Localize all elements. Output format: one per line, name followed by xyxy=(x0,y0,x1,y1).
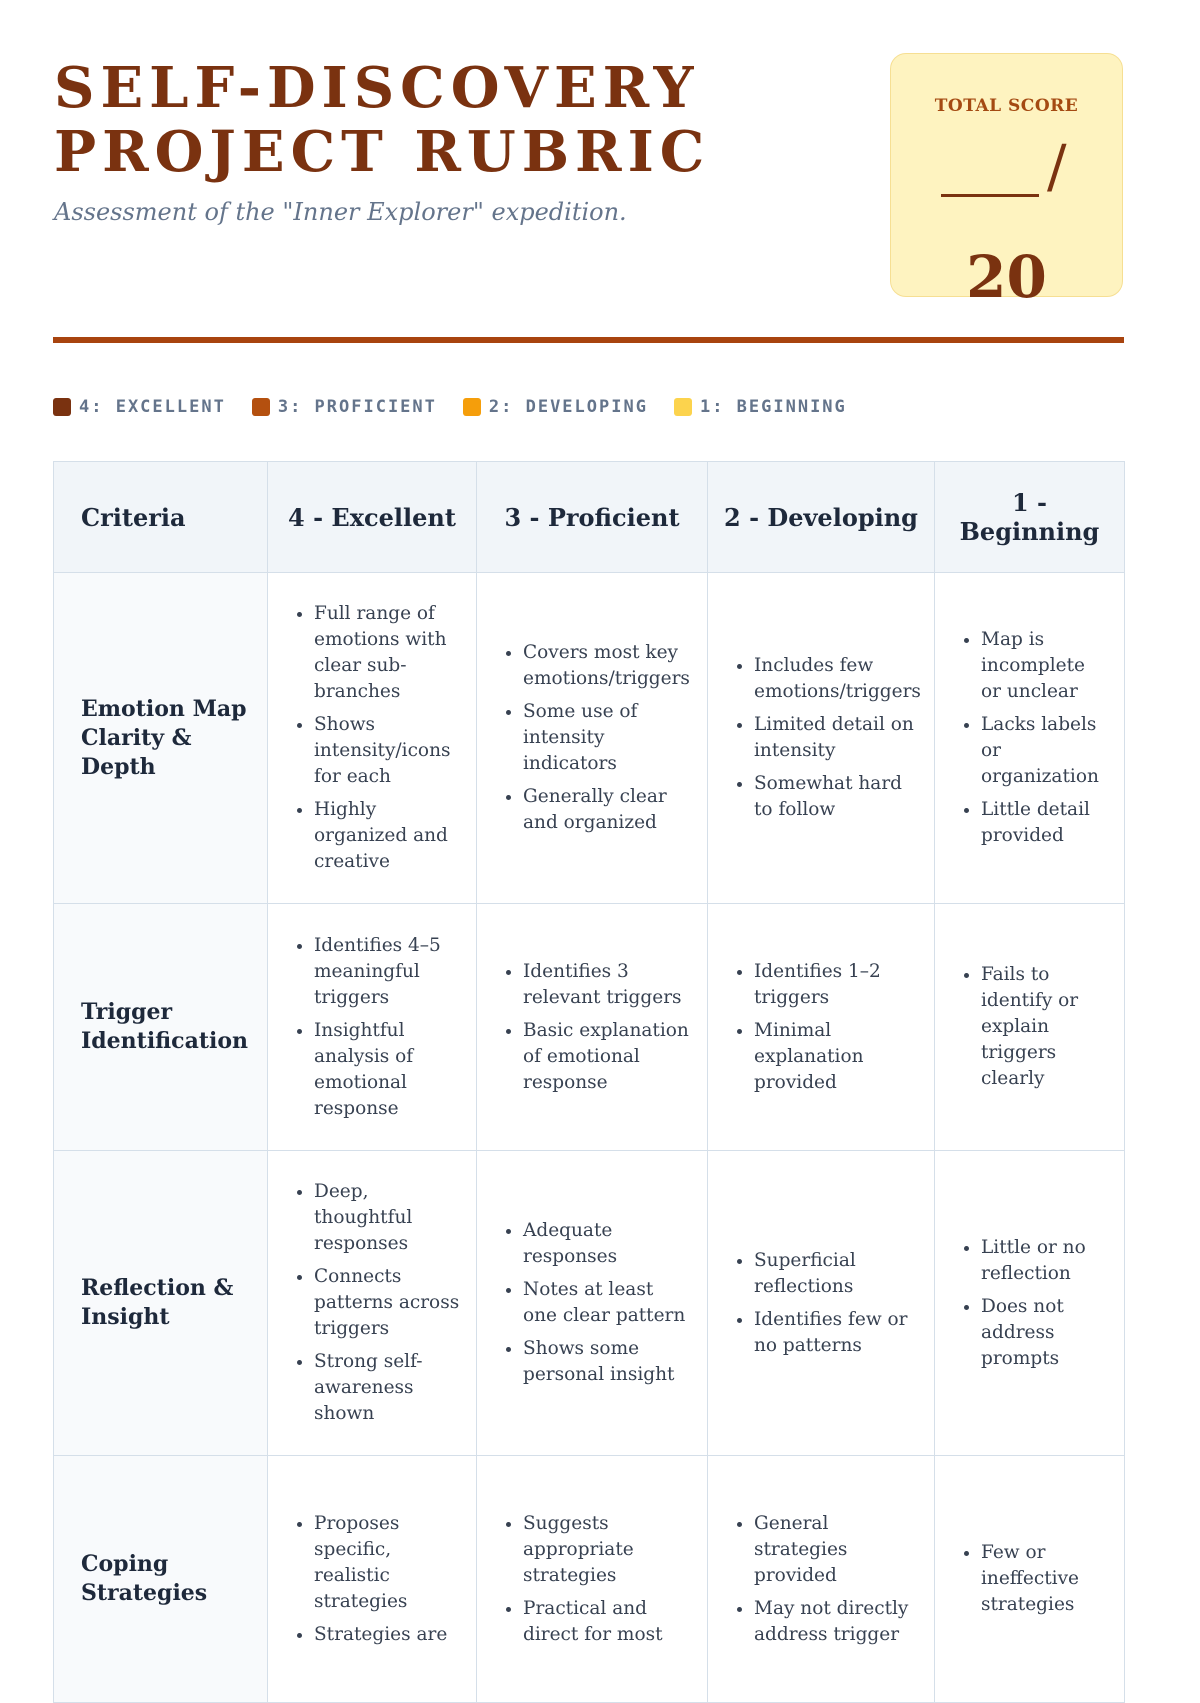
list-item: • Deep, thoughtful responses xyxy=(314,1179,462,1257)
list-item: • General strategies provided xyxy=(754,1511,920,1589)
rubric-cell xyxy=(477,1456,708,1703)
criteria-cell: Emotion Map Clarity & Depth xyxy=(54,573,268,904)
rubric-cell xyxy=(477,1151,708,1456)
legend-item xyxy=(463,397,648,417)
criteria-cell: Reflection & Insight xyxy=(54,1151,268,1456)
page-title xyxy=(54,56,710,184)
list-item: • Fails to identify or explain triggers clearly xyxy=(981,962,1110,1092)
table-row xyxy=(54,1456,1125,1703)
rubric-cell-list xyxy=(708,653,920,823)
rubric-cell xyxy=(935,904,1125,1151)
list-item: • Identifies 1–2 triggers xyxy=(754,959,920,1011)
legend-swatch xyxy=(252,398,270,416)
rubric-cell-list xyxy=(935,1235,1110,1372)
list-item: • Includes few emotions/triggers xyxy=(754,653,920,705)
score-slash: / xyxy=(1047,132,1067,200)
rubric-cell xyxy=(935,573,1125,904)
header-proficient: 3 - Proficient xyxy=(477,462,708,573)
title-line-1: SELF-DISCOVERY xyxy=(54,55,700,121)
legend-swatch xyxy=(674,398,692,416)
rubric-cell-list xyxy=(268,1511,462,1648)
list-item: • Proposes specific, realistic strategies xyxy=(314,1511,462,1615)
list-item: • Does not address prompts xyxy=(981,1294,1110,1372)
rubric-cell xyxy=(708,1151,935,1456)
legend-swatch xyxy=(463,398,481,416)
list-item: • Few or ineffective strategies xyxy=(981,1540,1110,1618)
rubric-cell xyxy=(708,573,935,904)
total-score-box xyxy=(890,53,1123,311)
rubric-table xyxy=(53,461,1125,1703)
list-item: • Highly organized and creative xyxy=(314,797,462,875)
header-developing: 2 - Developing xyxy=(708,462,935,573)
list-item: • Adequate responses xyxy=(523,1218,693,1270)
score-blank-line xyxy=(941,194,1039,197)
rubric-cell-list xyxy=(708,1248,920,1359)
rubric-cell xyxy=(477,904,708,1151)
legend-label: 4: EXCELLENT xyxy=(79,397,226,417)
rubric-cell-list xyxy=(268,601,462,875)
rubric-cell-list xyxy=(935,627,1110,849)
criteria-cell: Trigger Identification xyxy=(54,904,268,1151)
table-header-row xyxy=(54,462,1125,573)
list-item: • Limited detail on intensity xyxy=(754,712,920,764)
rubric-cell-list xyxy=(268,1179,462,1427)
rubric-cell-list xyxy=(708,1511,920,1648)
rating-legend xyxy=(53,397,847,417)
list-item: • Covers most key emotions/triggers xyxy=(523,640,693,692)
list-item: • Strategies are xyxy=(314,1622,462,1648)
table-row xyxy=(54,904,1125,1151)
list-item: • May not directly address trigger xyxy=(754,1596,920,1648)
list-item: • Lacks labels or organization xyxy=(981,712,1110,790)
list-item: • Identifies few or no patterns xyxy=(754,1307,920,1359)
list-item: • Somewhat hard to follow xyxy=(754,771,920,823)
list-item: • Insightful analysis of emotional response xyxy=(314,1018,462,1122)
rubric-cell-list xyxy=(477,1511,693,1648)
list-item: • Superficial reflections xyxy=(754,1248,920,1300)
list-item: • Identifies 4–5 meaningful triggers xyxy=(314,933,462,1011)
table-row xyxy=(54,573,1125,904)
list-item: • Basic explanation of emotional response xyxy=(523,1018,693,1096)
rubric-cell-list xyxy=(477,1218,693,1388)
rubric-cell-list xyxy=(477,959,693,1096)
legend-label: 3: PROFICIENT xyxy=(277,397,437,417)
legend-swatch xyxy=(53,398,71,416)
rubric-cell xyxy=(268,573,477,904)
header-divider xyxy=(53,337,1124,343)
rubric-cell xyxy=(708,1456,935,1703)
list-item: • Practical and direct for most xyxy=(523,1596,693,1648)
rubric-cell xyxy=(268,904,477,1151)
list-item: • Full range of emotions with clear sub-branches xyxy=(314,601,462,705)
list-item: • Shows intensity/icons for each xyxy=(314,712,462,790)
list-item: • Shows some personal insight xyxy=(523,1336,693,1388)
list-item: • Little detail provided xyxy=(981,797,1110,849)
total-score-label: TOTAL SCORE xyxy=(934,96,1079,116)
header-criteria: Criteria xyxy=(54,462,268,573)
header-excellent: 4 - Excellent xyxy=(268,462,477,573)
legend-item xyxy=(252,397,437,417)
list-item: • Identifies 3 relevant triggers xyxy=(523,959,693,1011)
list-item: • Little or no reflection xyxy=(981,1235,1110,1287)
table-row xyxy=(54,1151,1125,1456)
rubric-cell xyxy=(935,1456,1125,1703)
list-item: • Strong self-awareness shown xyxy=(314,1349,462,1427)
legend-item xyxy=(53,397,226,417)
list-item: • Generally clear and organized xyxy=(523,784,693,836)
rubric-cell xyxy=(268,1456,477,1703)
title-line-2: PROJECT RUBRIC xyxy=(54,119,711,185)
rubric-cell xyxy=(477,573,708,904)
rubric-cell xyxy=(708,904,935,1151)
rubric-cell-list xyxy=(477,640,693,836)
criteria-cell: Coping Strategies xyxy=(54,1456,268,1703)
list-item: • Suggests appropriate strategies xyxy=(523,1511,693,1589)
legend-label: 2: DEVELOPING xyxy=(488,397,648,417)
rubric-cell-list xyxy=(935,962,1110,1092)
list-item: • Notes at least one clear pattern xyxy=(523,1277,693,1329)
rubric-cell-list xyxy=(708,959,920,1096)
header-beginning: 1 - Beginning xyxy=(935,462,1125,573)
legend-item xyxy=(674,397,847,417)
list-item: • Map is incomplete or unclear xyxy=(981,627,1110,705)
list-item: • Minimal explanation provided xyxy=(754,1018,920,1096)
page-subtitle: Assessment of the "Inner Explorer" expedition. xyxy=(54,198,627,226)
rubric-cell xyxy=(935,1151,1125,1456)
rubric-cell-list xyxy=(268,933,462,1122)
rubric-cell xyxy=(268,1151,477,1456)
list-item: • Connects patterns across triggers xyxy=(314,1264,462,1342)
legend-label: 1: BEGINNING xyxy=(699,397,847,417)
rubric-cell-list xyxy=(935,1540,1110,1618)
score-total: 20 xyxy=(966,243,1047,311)
list-item: • Some use of intensity indicators xyxy=(523,699,693,777)
